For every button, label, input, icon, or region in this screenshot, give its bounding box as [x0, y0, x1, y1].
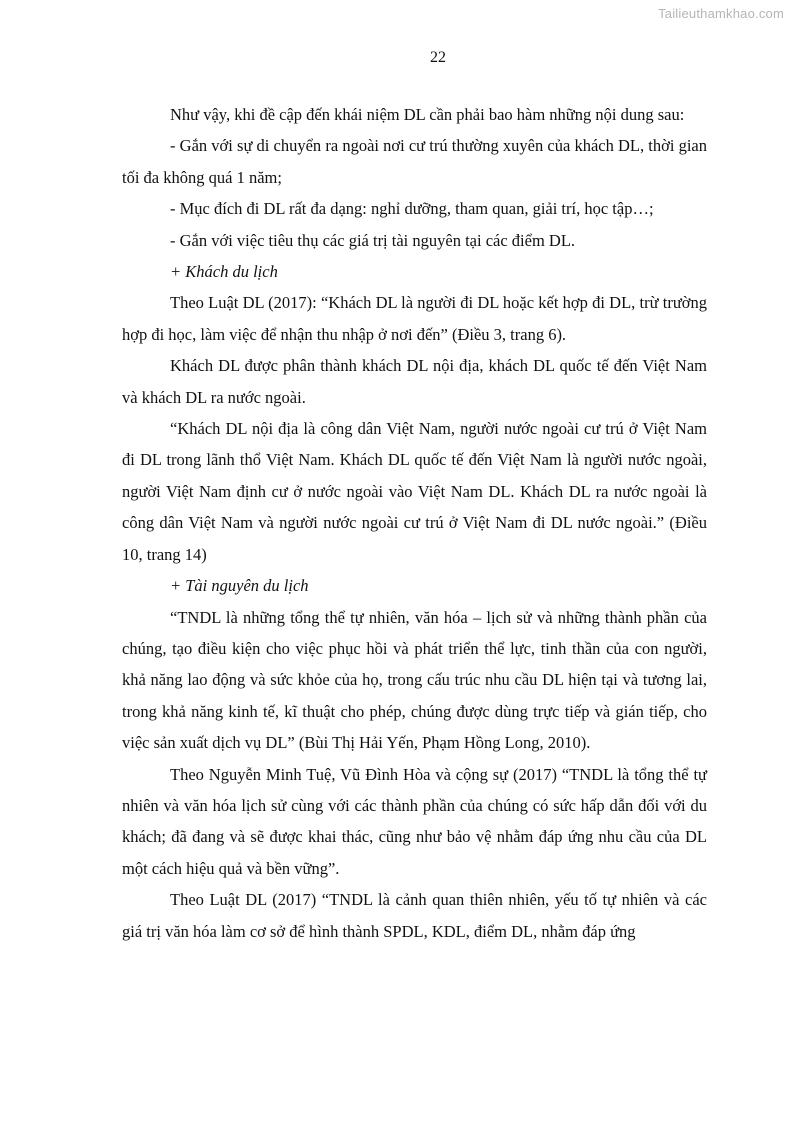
- section-heading-tai-nguyen-du-lich: + Tài nguyên du lịch: [170, 576, 309, 596]
- paragraph-intro: Như vậy, khi đề cập đến khái niệm DL cần phải bao hàm những nội dung sau:: [170, 105, 685, 124]
- bullet-item: - Mục đích đi DL rất đa dạng: nghỉ dưỡng, tham quan, giải trí, học tập…;: [170, 199, 654, 219]
- bullet-item: - Gắn với việc tiêu thụ các giá trị tài nguyên tại các điểm DL.: [170, 230, 576, 250]
- watermark: Tailieuthamkhao.com: [658, 6, 784, 21]
- paragraph: Theo Luật DL (2017) “TNDL là cảnh quan thiên nhiên, yếu tố tự nhiên và các giá trị văn hóa làm cơ sở để hình thành SPDL, KDL, điểm DL, nhằm đáp ứng: [122, 890, 707, 941]
- paragraph: Khách DL được phân thành khách DL nội địa, khách DL quốc tế đến Việt Nam và khách DL ra nước ngoài.: [122, 356, 707, 407]
- bullet-item: - Gắn với sự di chuyển ra ngoài nơi cư trú thường xuyên của khách DL, thời gian tối đa không quá 1 năm;: [122, 136, 707, 187]
- paragraph-quote: “TNDL là những tổng thể tự nhiên, văn hóa – lịch sử và những thành phần của chúng, tạo điều kiện cho việc phục hồi và phát triển thể lực, tinh thần của con người, khả năng lao động và sức khỏe của họ, trong cấu trúc nhu cầu DL hiện tại và tương lai, trong khả năng kinh tế, kĩ thuật cho phép, chúng được dùng trực tiếp và gián tiếp, cho việc sản xuất dịch vụ DL” (Bùi Thị Hải Yến, Phạm Hồng Long, 2010).: [122, 607, 707, 753]
- paragraph: Theo Luật DL (2017): “Khách DL là người đi DL hoặc kết hợp đi DL, trừ trường hợp đi học, làm việc để nhận thu nhập ở nơi đến” (Điều 3, trang 6).: [122, 293, 707, 344]
- section-heading-khach-du-lich: + Khách du lịch: [170, 262, 278, 282]
- paragraph: Theo Nguyễn Minh Tuệ, Vũ Đình Hòa và cộng sự (2017) “TNDL là tổng thể tự nhiên và văn hóa lịch sử cùng với các thành phần của chúng có sức hấp dẫn đối với du khách; đã đang và sẽ được khai thác, cũng như bảo vệ nhằm đáp ứng nhu cầu của DL một cách hiệu quả và bền vững”.: [122, 764, 707, 878]
- paragraph-quote: “Khách DL nội địa là công dân Việt Nam, người nước ngoài cư trú ở Việt Nam đi DL trong lãnh thổ Việt Nam. Khách DL quốc tế đến Việt Nam là người nước ngoài, người Việt Nam định cư ở nước ngoài vào Việt Nam DL. Khách DL ra nước ngoài là công dân Việt Nam và người nước ngoài cư trú ở Việt Nam đi DL nước ngoài.” (Điều 10, trang 14): [122, 419, 707, 564]
- document-body: [122, 99, 707, 947]
- page-number: 22: [430, 49, 446, 66]
